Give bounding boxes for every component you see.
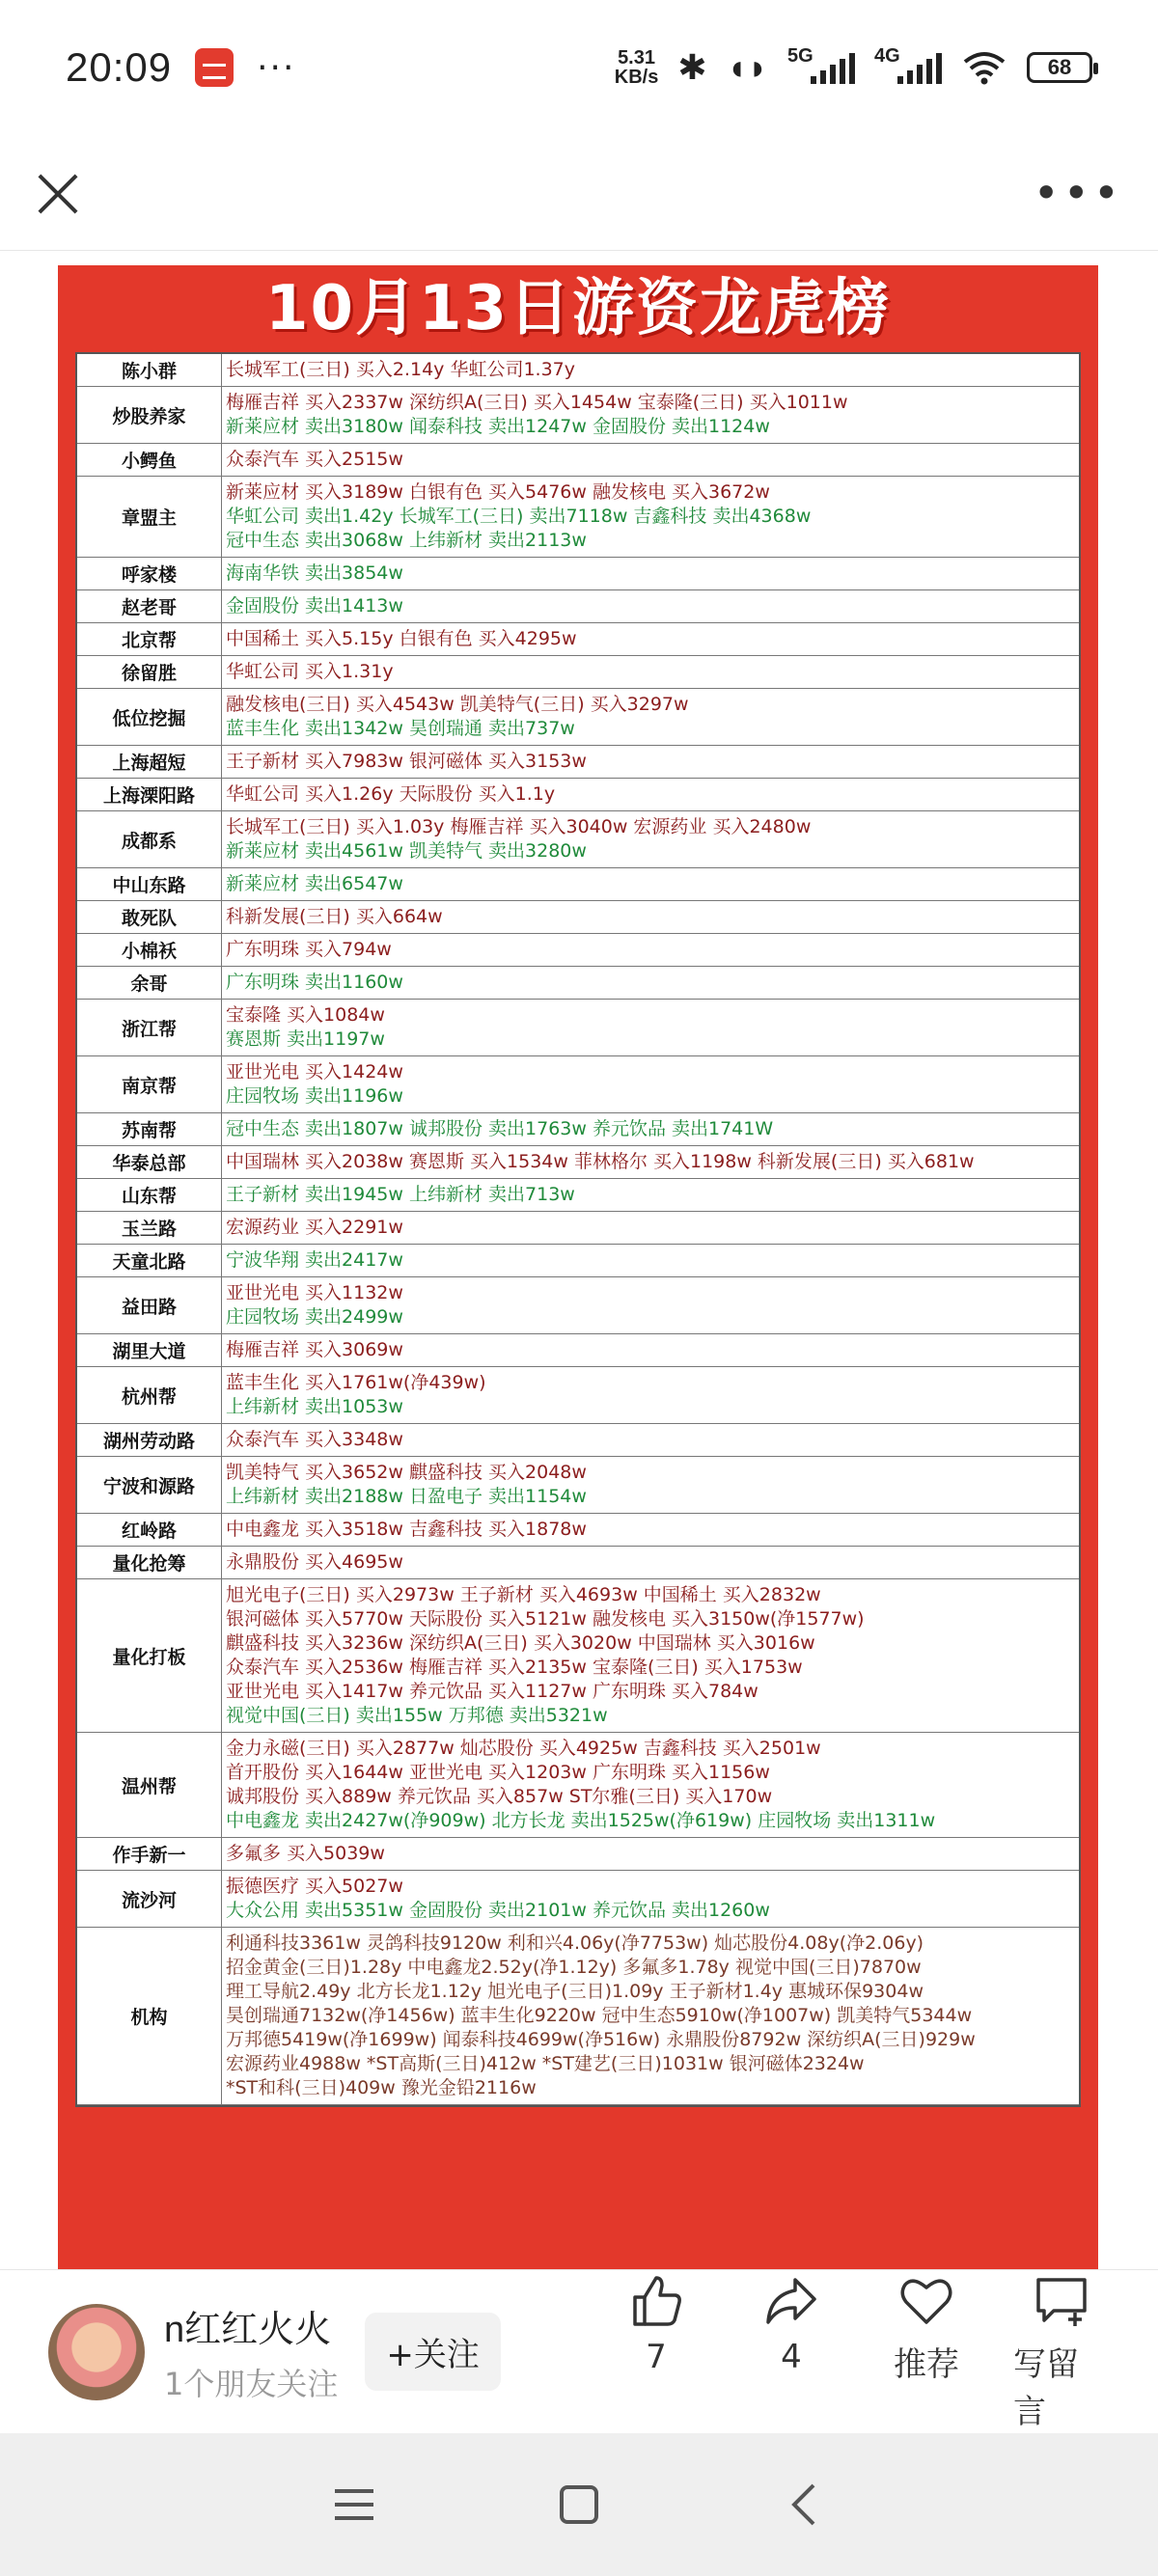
trade-details <box>222 1245 1079 1276</box>
board-row <box>77 1457 1079 1514</box>
trader-name: 机构 <box>77 1928 222 2104</box>
board-row <box>77 934 1079 967</box>
trader-name: 余哥 <box>77 967 222 999</box>
signal-5g-icon <box>787 45 855 84</box>
trade-details <box>222 746 1079 778</box>
trader-name: 中山东路 <box>77 868 222 900</box>
trader-name: 小鳄鱼 <box>77 444 222 476</box>
trade-details <box>222 444 1079 476</box>
trader-name: 湖里大道 <box>77 1334 222 1366</box>
trade-line: 大众公用 卖出5351w 金固股份 卖出2101w 养元饮品 卖出1260w <box>226 1900 770 1921</box>
trade-line: 新莱应材 卖出3180w 闻泰科技 卖出1247w 金固股份 卖出1124w <box>226 416 770 437</box>
trade-line: 梅雁吉祥 买入3069w <box>226 1339 403 1360</box>
board-row <box>77 656 1079 689</box>
trade-line: 冠中生态 卖出3068w 上纬新材 卖出2113w <box>226 530 587 551</box>
board-row <box>77 967 1079 1000</box>
trade-details <box>222 590 1079 622</box>
signal-4g-label: 4G <box>874 45 900 67</box>
trade-line: 亚世光电 买入1424w <box>226 1061 403 1082</box>
board-row <box>77 901 1079 934</box>
trade-details <box>222 1113 1079 1145</box>
board-row <box>77 1056 1079 1113</box>
trade-line: 华虹公司 买入1.26y 天际股份 买入1.1y <box>226 783 556 805</box>
trader-name: 敢死队 <box>77 901 222 933</box>
trade-line: 亚世光电 买入1132w <box>226 1282 403 1303</box>
trader-name: 益田路 <box>77 1277 222 1333</box>
nav-home-button[interactable] <box>550 2476 608 2534</box>
trade-line: 冠中生态 卖出1807w 诚邦股份 卖出1763w 养元饮品 卖出1741W <box>226 1118 774 1139</box>
trade-line: 宏源药业4988w *ST高斯(三日)412w *ST建艺(三日)1031w 银河磁体2324w <box>226 2053 865 2074</box>
board-row <box>77 1146 1079 1179</box>
poster-title: 10月13日游资龙虎榜 <box>264 273 892 344</box>
trade-line: 旭光电子(三日) 买入2973w 王子新材 买入4693w 中国稀土 买入2832w <box>226 1584 821 1605</box>
heart-icon <box>897 2272 955 2330</box>
trader-name: 玉兰路 <box>77 1212 222 1244</box>
trade-line: 宁波华翔 卖出2417w <box>226 1249 403 1271</box>
board-row <box>77 1334 1079 1367</box>
trade-details <box>222 1424 1079 1456</box>
trade-details <box>222 1871 1079 1927</box>
trader-name: 流沙河 <box>77 1871 222 1927</box>
trader-name: 湖州劳动路 <box>77 1424 222 1456</box>
trade-line: 视觉中国(三日) 卖出155w 万邦德 卖出5321w <box>226 1705 608 1726</box>
board-row <box>77 1733 1079 1838</box>
board-row <box>77 477 1079 558</box>
trader-name: 上海溧阳路 <box>77 779 222 810</box>
board-row <box>77 1838 1079 1871</box>
trade-details <box>222 1928 1079 2104</box>
bottom-action-bar <box>0 2269 1158 2433</box>
trader-name: 南京帮 <box>77 1056 222 1112</box>
trade-details <box>222 1514 1079 1546</box>
comment-button[interactable] <box>1013 2272 1110 2432</box>
battery-indicator: 68 <box>1027 52 1092 83</box>
trade-details <box>222 1367 1079 1423</box>
trade-details <box>222 354 1079 386</box>
trade-line: 蓝丰生化 买入1761w(净439w) <box>226 1372 486 1393</box>
dragon-tiger-board-poster <box>58 265 1098 2272</box>
board-row <box>77 387 1079 444</box>
share-count: 4 <box>781 2337 802 2376</box>
network-speed <box>615 48 659 87</box>
author-followers: 1个朋友关注 <box>164 2366 339 2402</box>
trade-line: 金力永磁(三日) 买入2877w 灿芯股份 买入4925w 吉鑫科技 买入2501w <box>226 1738 821 1759</box>
status-bar <box>0 0 1158 135</box>
board-row <box>77 1579 1079 1733</box>
back-chevron-icon <box>786 2481 821 2528</box>
trade-line: 王子新材 买入7983w 银河磁体 买入3153w <box>226 751 587 772</box>
trade-details <box>222 811 1079 867</box>
board-row <box>77 1514 1079 1547</box>
trade-line: 永鼎股份 买入4695w <box>226 1551 403 1573</box>
trade-details <box>222 1579 1079 1732</box>
trader-name: 章盟主 <box>77 477 222 557</box>
trade-line: 振德医疗 买入5027w <box>226 1876 403 1897</box>
status-indicators <box>615 47 1092 88</box>
trader-name: 上海超短 <box>77 746 222 778</box>
trade-line: 赛恩斯 卖出1197w <box>226 1028 385 1050</box>
trade-line: 王子新材 卖出1945w 上纬新材 卖出713w <box>226 1184 575 1205</box>
trade-line: 庄园牧场 卖出1196w <box>226 1085 403 1107</box>
signal-5g-label: 5G <box>787 45 813 67</box>
close-icon[interactable] <box>35 170 81 216</box>
trade-line: 麒盛科技 买入3236w 深纺织A(三日) 买入3020w 中国瑞林 买入3016w <box>226 1632 815 1654</box>
trade-line: 长城军工(三日) 买入1.03y 梅雁吉祥 买入3040w 宏源药业 买入2480w <box>226 816 812 837</box>
trade-line: 华虹公司 卖出1.42y 长城军工(三日) 卖出7118w 吉鑫科技 卖出4368w <box>226 506 812 527</box>
signal-4g-icon <box>874 45 942 84</box>
board-row <box>77 1547 1079 1579</box>
board-row <box>77 1212 1079 1245</box>
trade-line: 科新发展(三日) 买入664w <box>226 906 443 927</box>
nav-menu-button[interactable] <box>325 2476 383 2534</box>
follow-button[interactable]: +关注 <box>365 2313 501 2391</box>
trade-line: 上纬新材 卖出1053w <box>226 1396 403 1417</box>
trade-line: 众泰汽车 买入2536w 梅雁吉祥 买入2135w 宝泰隆(三日) 买入1753w <box>226 1657 803 1678</box>
app-notification-icon <box>195 48 234 87</box>
board-row <box>77 1113 1079 1146</box>
recommend-label: 推荐 <box>894 2344 959 2384</box>
trade-line: 融发核电(三日) 买入4543w 凯美特气(三日) 买入3297w <box>226 694 689 715</box>
board-row <box>77 558 1079 590</box>
trader-name: 山东帮 <box>77 1179 222 1211</box>
like-count: 7 <box>646 2337 667 2376</box>
trade-details <box>222 967 1079 999</box>
trade-details <box>222 1212 1079 1244</box>
status-time: 20:09 <box>66 44 173 90</box>
trade-line: 首开股份 买入1644w 亚世光电 买入1203w 广东明珠 买入1156w <box>226 1762 770 1783</box>
trader-name: 量化打板 <box>77 1579 222 1732</box>
trader-name: 小棉袄 <box>77 934 222 966</box>
trade-line: 凯美特气 买入3652w 麒盛科技 买入2048w <box>226 1462 587 1483</box>
comment-plus-icon <box>1033 2272 1090 2330</box>
trade-line: 多氟多 买入5039w <box>226 1843 385 1864</box>
trade-line: 宝泰隆 买入1084w <box>226 1004 385 1026</box>
trader-name: 北京帮 <box>77 623 222 655</box>
trade-line: 中国稀土 买入5.15y 白银有色 买入4295w <box>226 628 577 649</box>
trade-line: 银河磁体 买入5770w 天际股份 买入5121w 融发核电 买入3150w(净1577w) <box>226 1608 865 1630</box>
trader-name: 呼家楼 <box>77 558 222 589</box>
trader-name: 宁波和源路 <box>77 1457 222 1513</box>
trade-details <box>222 477 1079 557</box>
board-row <box>77 623 1079 656</box>
share-arrow-icon <box>762 2272 820 2330</box>
trade-line: 长城军工(三日) 买入2.14y 华虹公司1.37y <box>226 359 576 380</box>
board-row <box>77 1367 1079 1424</box>
trade-details <box>222 1056 1079 1112</box>
trade-line: 众泰汽车 买入3348w <box>226 1429 403 1450</box>
trade-line: 宏源药业 买入2291w <box>226 1217 403 1238</box>
trader-name: 华泰总部 <box>77 1146 222 1178</box>
trade-line: 庄园牧场 卖出2499w <box>226 1306 403 1328</box>
trader-name: 徐留胜 <box>77 656 222 688</box>
trade-line: 新莱应材 买入3189w 白银有色 买入5476w 融发核电 买入3672w <box>226 481 770 503</box>
board-row <box>77 1928 1079 2105</box>
nav-back-button[interactable] <box>775 2476 833 2534</box>
board-row <box>77 1179 1079 1212</box>
trader-name: 作手新一 <box>77 1838 222 1870</box>
trader-name: 浙江帮 <box>77 1000 222 1055</box>
trade-line: 利通科技3361w 灵鸽科技9120w 利和兴4.06y(净7753w) 灿芯股份4.08y(净2.06y) <box>226 1932 924 1954</box>
share-button[interactable] <box>743 2272 840 2432</box>
trade-details <box>222 1457 1079 1513</box>
trade-line: 诚邦股份 买入889w 养元饮品 买入857w ST尔雅(三日) 买入170w <box>226 1786 773 1807</box>
trading-board-table <box>75 352 1081 2107</box>
trader-name: 陈小群 <box>77 354 222 386</box>
wifi-icon <box>961 50 1007 85</box>
square-home-icon <box>558 2483 600 2526</box>
trade-details <box>222 623 1079 655</box>
trade-line: 新莱应材 卖出4561w 凯美特气 卖出3280w <box>226 840 587 862</box>
more-icon[interactable]: ••• <box>1033 166 1123 219</box>
post-actions <box>608 2272 1110 2432</box>
trade-details <box>222 1547 1079 1578</box>
trade-line: 海南华铁 卖出3854w <box>226 562 403 584</box>
board-row <box>77 1245 1079 1277</box>
board-row <box>77 1871 1079 1928</box>
trader-name: 苏南帮 <box>77 1113 222 1145</box>
trade-line: 中国瑞林 买入2038w 赛恩斯 买入1534w 菲林格尔 买入1198w 科新发展(三日) 买入681w <box>226 1151 975 1172</box>
trade-line: 昊创瑞通7132w(净1456w) 蓝丰生化9220w 冠中生态5910w(净1007w) 凯美特气5344w <box>226 2005 973 2026</box>
trader-name: 红岭路 <box>77 1514 222 1546</box>
comment-label: 写留言 <box>1013 2344 1079 2431</box>
trade-line: 万邦德5419w(净1699w) 闻泰科技4699w(净516w) 永鼎股份8792w 深纺织A(三日)929w <box>226 2029 976 2050</box>
board-row <box>77 1277 1079 1334</box>
trader-name: 赵老哥 <box>77 590 222 622</box>
trade-line: 理工导航2.49y 北方长龙1.12y 旭光电子(三日)1.09y 王子新材1.4y 惠城环保9304w <box>226 1981 924 2002</box>
trader-name: 温州帮 <box>77 1733 222 1837</box>
board-row <box>77 590 1079 623</box>
trade-details <box>222 901 1079 933</box>
trade-line: 金固股份 卖出1413w <box>226 595 403 617</box>
like-button[interactable] <box>608 2272 704 2432</box>
thumbs-up-icon <box>627 2272 685 2330</box>
trader-name: 炒股养家 <box>77 387 222 443</box>
author-avatar[interactable] <box>48 2304 145 2400</box>
trade-details <box>222 1000 1079 1055</box>
trader-name: 低位挖掘 <box>77 689 222 745</box>
trade-details <box>222 387 1079 443</box>
board-row <box>77 1424 1079 1457</box>
trade-line: 上纬新材 卖出2188w 日盈电子 卖出1154w <box>226 1486 587 1507</box>
trade-line: 中电鑫龙 买入3518w 吉鑫科技 买入1878w <box>226 1519 587 1540</box>
board-row <box>77 746 1079 779</box>
recommend-button[interactable] <box>878 2272 975 2432</box>
system-nav-bar <box>0 2433 1158 2576</box>
trade-details <box>222 1838 1079 1870</box>
author-info <box>164 2299 338 2404</box>
menu-icon <box>333 2485 375 2524</box>
more-notifications-icon: ··· <box>257 47 296 88</box>
trader-name: 杭州帮 <box>77 1367 222 1423</box>
trade-line: 众泰汽车 买入2515w <box>226 449 403 470</box>
trade-details <box>222 656 1079 688</box>
trade-line: 广东明珠 买入794w <box>226 939 392 960</box>
trade-details <box>222 1334 1079 1366</box>
trader-name: 量化抢筹 <box>77 1547 222 1578</box>
vibrate-icon: ◖◗ <box>726 47 768 87</box>
trade-details <box>222 558 1079 589</box>
trade-line: 招金黄金(三日)1.28y 中电鑫龙2.52y(净1.12y) 多氟多1.78y 视觉中国(三日)7870w <box>226 1957 922 1978</box>
trade-line: 华虹公司 买入1.31y <box>226 661 394 682</box>
trader-name: 成都系 <box>77 811 222 867</box>
board-row <box>77 868 1079 901</box>
board-row <box>77 444 1079 477</box>
bluetooth-icon: ✱ <box>677 47 707 87</box>
board-row <box>77 689 1079 746</box>
app-header <box>0 135 1158 251</box>
trade-details <box>222 1733 1079 1837</box>
trader-name: 天童北路 <box>77 1245 222 1276</box>
trade-line: 新莱应材 卖出6547w <box>226 873 403 894</box>
board-row <box>77 354 1079 387</box>
trade-details <box>222 689 1079 745</box>
trade-details <box>222 934 1079 966</box>
trade-line: 广东明珠 卖出1160w <box>226 972 403 993</box>
trade-line: 亚世光电 买入1417w 养元饮品 买入1127w 广东明珠 买入784w <box>226 1681 758 1702</box>
board-row <box>77 779 1079 811</box>
author-name[interactable]: n红红火火 <box>164 2310 332 2350</box>
trade-line: 中电鑫龙 卖出2427w(净909w) 北方长龙 卖出1525w(净619w) 庄园牧场 卖出1311w <box>226 1810 936 1831</box>
trade-line: 梅雁吉祥 买入2337w 深纺织A(三日) 买入1454w 宝泰隆(三日) 买入1011w <box>226 392 848 413</box>
trade-line: *ST和科(三日)409w 豫光金铅2116w <box>226 2077 537 2098</box>
trade-line: 蓝丰生化 卖出1342w 昊创瑞通 卖出737w <box>226 718 575 739</box>
board-row <box>77 1000 1079 1056</box>
network-speed-unit: KB/s <box>614 67 659 88</box>
trade-details <box>222 779 1079 810</box>
board-row <box>77 811 1079 868</box>
network-speed-value: 5.31 <box>618 47 655 69</box>
trade-details <box>222 1146 1079 1178</box>
trade-details <box>222 868 1079 900</box>
trade-details <box>222 1277 1079 1333</box>
trade-details <box>222 1179 1079 1211</box>
